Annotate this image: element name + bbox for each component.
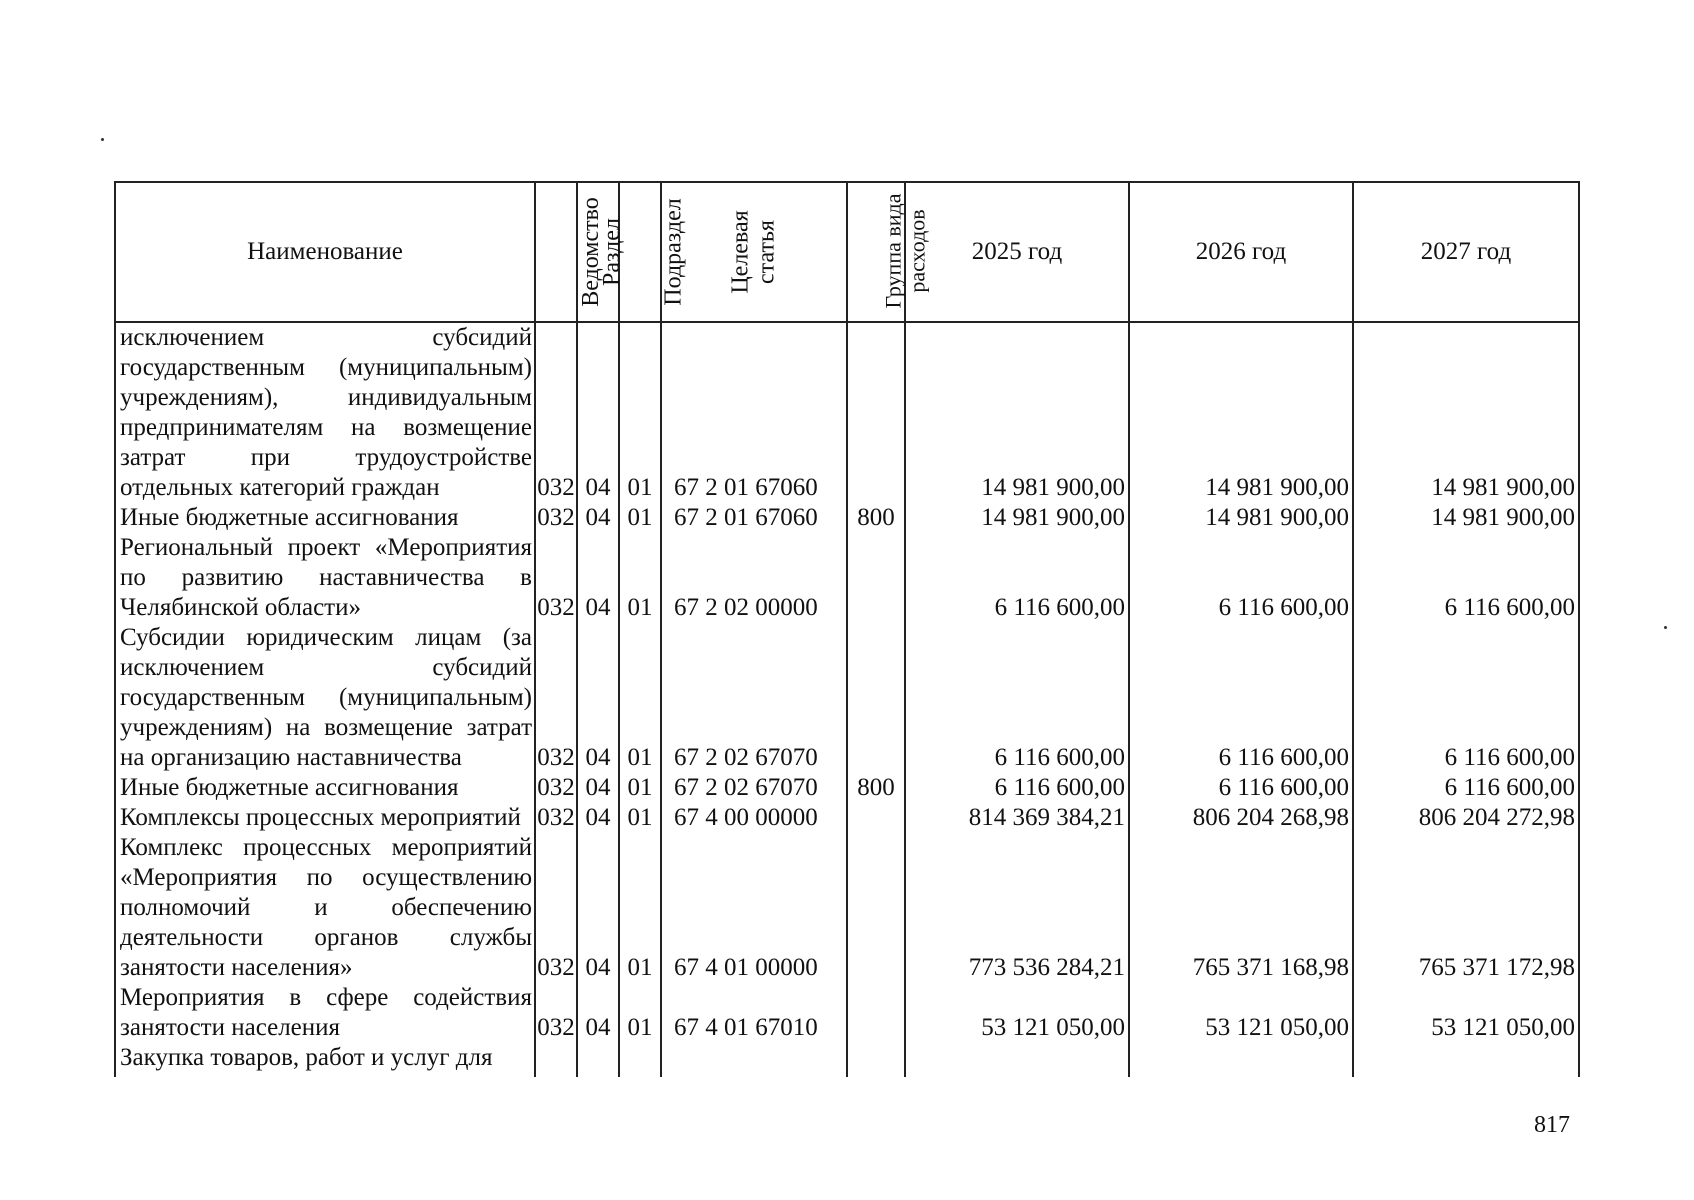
table-row — [115, 833, 1579, 983]
row-razdel: 04 — [577, 803, 619, 833]
row-target-article: 67 4 01 67010 — [661, 983, 847, 1043]
row-podrazdel — [619, 1043, 661, 1077]
row-2025: 14 981 900,00 — [905, 503, 1129, 533]
row-podrazdel: 01 — [619, 623, 661, 773]
row-razdel: 04 — [577, 773, 619, 803]
row-name: Иные бюджетные ассигнования — [115, 503, 535, 533]
row-vedomstvo: 032 — [535, 983, 577, 1043]
row-target-article — [661, 1043, 847, 1077]
row-podrazdel: 01 — [619, 803, 661, 833]
row-target-article: 67 2 02 00000 — [661, 533, 847, 623]
row-razdel: 04 — [577, 623, 619, 773]
row-2025: 14 981 900,00 — [905, 322, 1129, 503]
scan-speck — [1664, 626, 1667, 629]
page-number: 817 — [1534, 1112, 1570, 1138]
row-expense-group — [847, 983, 905, 1043]
row-razdel: 04 — [577, 533, 619, 623]
row-razdel: 04 — [577, 322, 619, 503]
row-2027: 6 116 600,00 — [1353, 533, 1579, 623]
row-2025: 53 121 050,00 — [905, 983, 1129, 1043]
row-name: Мероприятия в сфере содействия занятости населения — [115, 983, 535, 1043]
header-2027: 2027 год — [1353, 182, 1579, 322]
row-2027: 6 116 600,00 — [1353, 623, 1579, 773]
header-podrazdel: Подраздел — [619, 182, 661, 322]
row-name: Иные бюджетные ассигнования — [115, 773, 535, 803]
row-name: Региональный проект «Мероприятия по развитию наставничества в Челябинской области» — [115, 533, 535, 623]
row-podrazdel: 01 — [619, 322, 661, 503]
row-expense-group: 800 — [847, 773, 905, 803]
row-razdel: 04 — [577, 503, 619, 533]
row-2026: 14 981 900,00 — [1129, 503, 1353, 533]
row-2026: 53 121 050,00 — [1129, 983, 1353, 1043]
row-podrazdel: 01 — [619, 533, 661, 623]
row-target-article: 67 2 02 67070 — [661, 773, 847, 803]
row-expense-group — [847, 322, 905, 503]
row-2027: 765 371 172,98 — [1353, 833, 1579, 983]
row-2026: 806 204 268,98 — [1129, 803, 1353, 833]
row-vedomstvo: 032 — [535, 803, 577, 833]
row-2026 — [1129, 1043, 1353, 1077]
header-expense-group: Группа вида расходов — [847, 182, 905, 322]
row-2027: 14 981 900,00 — [1353, 503, 1579, 533]
row-2027: 53 121 050,00 — [1353, 983, 1579, 1043]
row-2026: 6 116 600,00 — [1129, 533, 1353, 623]
budget-table-sheet — [114, 181, 1578, 1077]
row-2025 — [905, 1043, 1129, 1077]
row-expense-group — [847, 803, 905, 833]
row-name: исключением субсидий государственным (муниципальным) учреждениям), индивидуальным предпринимателям на возмещение затрат при трудоустройстве отдельных категорий граждан — [115, 322, 535, 503]
row-2026: 14 981 900,00 — [1129, 322, 1353, 503]
table-row — [115, 623, 1579, 773]
table-row — [115, 803, 1579, 833]
header-target-article: Целевая статья — [661, 182, 847, 322]
row-expense-group: 800 — [847, 503, 905, 533]
table-row — [115, 1043, 1579, 1077]
row-expense-group — [847, 833, 905, 983]
row-2027 — [1353, 1043, 1579, 1077]
budget-table — [114, 181, 1580, 1077]
row-2027: 806 204 272,98 — [1353, 803, 1579, 833]
table-row — [115, 773, 1579, 803]
row-vedomstvo: 032 — [535, 833, 577, 983]
row-2026: 765 371 168,98 — [1129, 833, 1353, 983]
row-target-article: 67 2 02 67070 — [661, 623, 847, 773]
row-2025: 6 116 600,00 — [905, 773, 1129, 803]
scan-speck — [101, 138, 104, 141]
row-2025: 6 116 600,00 — [905, 533, 1129, 623]
row-vedomstvo: 032 — [535, 533, 577, 623]
row-target-article: 67 2 01 67060 — [661, 503, 847, 533]
table-row — [115, 533, 1579, 623]
row-podrazdel: 01 — [619, 833, 661, 983]
row-name: Закупка товаров, работ и услуг для — [115, 1043, 535, 1077]
header-razdel: Раздел — [577, 182, 619, 322]
table-row — [115, 983, 1579, 1043]
row-razdel: 04 — [577, 983, 619, 1043]
row-2027: 14 981 900,00 — [1353, 322, 1579, 503]
table-header-row — [115, 182, 1579, 322]
row-target-article: 67 4 00 00000 — [661, 803, 847, 833]
header-vedomstvo: Ведомство — [535, 182, 577, 322]
row-2026: 6 116 600,00 — [1129, 623, 1353, 773]
row-vedomstvo: 032 — [535, 773, 577, 803]
row-podrazdel: 01 — [619, 983, 661, 1043]
table-row — [115, 322, 1579, 503]
row-2025: 773 536 284,21 — [905, 833, 1129, 983]
row-razdel: 04 — [577, 833, 619, 983]
row-expense-group — [847, 1043, 905, 1077]
row-expense-group — [847, 623, 905, 773]
row-2025: 814 369 384,21 — [905, 803, 1129, 833]
row-podrazdel: 01 — [619, 773, 661, 803]
header-name: Наименование — [115, 182, 535, 322]
row-name: Комплексы процессных мероприятий — [115, 803, 535, 833]
row-expense-group — [847, 533, 905, 623]
row-vedomstvo: 032 — [535, 503, 577, 533]
table-row — [115, 503, 1579, 533]
row-name: Комплекс процессных мероприятий «Мероприятия по осуществлению полномочий и обеспечению деятельности органов службы занятости населения» — [115, 833, 535, 983]
row-target-article: 67 4 01 00000 — [661, 833, 847, 983]
row-vedomstvo — [535, 1043, 577, 1077]
header-2025: 2025 год — [905, 182, 1129, 322]
row-target-article: 67 2 01 67060 — [661, 322, 847, 503]
row-2025: 6 116 600,00 — [905, 623, 1129, 773]
row-podrazdel: 01 — [619, 503, 661, 533]
row-2027: 6 116 600,00 — [1353, 773, 1579, 803]
row-name: Субсидии юридическим лицам (за исключением субсидий государственным (муниципальным) учреждениям) на возмещение затрат на организацию наставничества — [115, 623, 535, 773]
row-2026: 6 116 600,00 — [1129, 773, 1353, 803]
row-razdel — [577, 1043, 619, 1077]
row-vedomstvo: 032 — [535, 623, 577, 773]
header-2026: 2026 год — [1129, 182, 1353, 322]
row-vedomstvo: 032 — [535, 322, 577, 503]
